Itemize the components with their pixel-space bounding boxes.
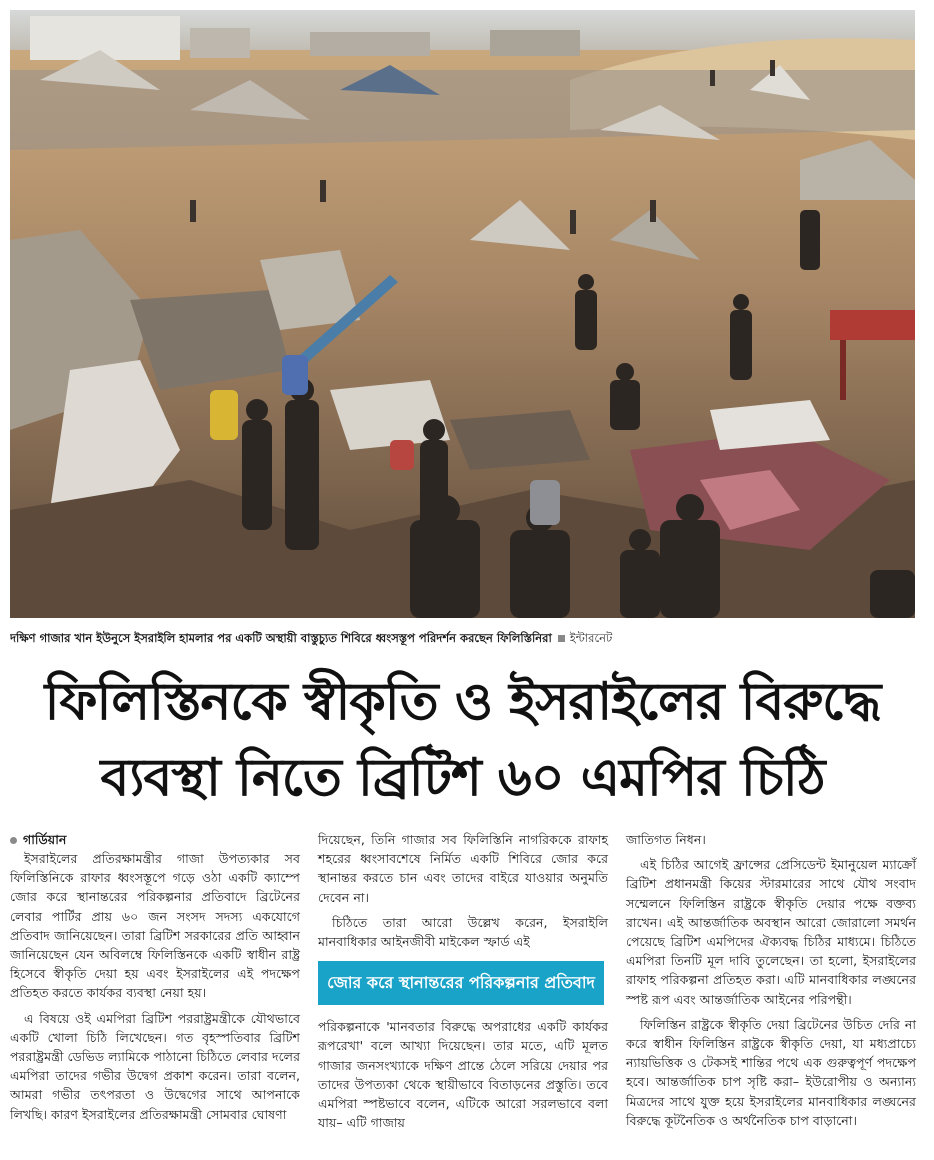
paragraph: ইসরাইলের প্রতিরক্ষামন্ত্রীর গাজা উপত্যকার সব ফিলিস্তিনিকে রাফার ধ্বংসস্তূপে গড়ে ওঠা একটি ক্যাম্পে জোর করে স্থানান্তরের পরিকল্পনার প্রতিবাদে ব্রিটেনের লেবার পার্টির প্রায় ৬০ জন সংসদ সদস্য একযোগে প্রতিবাদ জানিয়েছেন। তারা ব্রিটিশ সরকারের প্রতি আহ্বান জানিয়েছেন যেন অবিলম্বে ফিলিস্তিনকে একটি স্বাধীন রাষ্ট্র হিসেবে স্বীকৃতি দেয়া হয় এবং ইসরাইলের এই পদক্ষেপ প্রতিহত করতে কার্যকর ব্যবস্থা নেয়া হয়।: [10, 851, 300, 1001]
photo-illustration: [10, 10, 915, 618]
headline-line-2: ব্যবস্থা নিতে ব্রিটিশ ৬০ এমপির চিঠি: [100, 748, 825, 808]
paragraph: জাতিগত নিধন।: [626, 832, 706, 847]
caption-text: দক্ষিণ গাজার খান ইউনুসে ইসরাইলি হামলার পর একটি অস্থায়ী বাস্তুচ্যুত শিবিরে ধ্বংসস্তূপ পরিদর্শন করছেন ফিলিস্তিনিরা: [10, 631, 552, 645]
photo-caption: [10, 628, 915, 648]
paragraph: চিঠিতে তারা আরো উল্লেখ করেন, ইসরাইলি মানবাধিকার আইনজীবী মাইকেল স্ফার্ড এই: [318, 914, 608, 950]
byline: [10, 830, 300, 849]
paragraph: পরিকল্পনাকে 'মানবতার বিরুদ্ধে অপরাধের একটি কার্যকর রূপরেখা' বলে আখ্যা দিয়েছেন। তার মতে, এটি মূলত গাজার জনসংখ্যাকে দক্ষিণ প্রান্তে ঠেলে সরিয়ে দেয়ার পর তাদের উপত্যকা থেকে স্থায়ীভাবে বিতাড়নের প্রস্তুতি। তবে এমপিরা স্পষ্টভাবে বলেন, এটিকে আরো সরলভাবে বলা যায়– এটি গাজায়: [318, 1019, 608, 1131]
paragraph: এ বিষয়ে ওই এমপিরা ব্রিটিশ পররাষ্ট্রমন্ত্রীকে যৌথভাবে একটি খোলা চিঠি লিখেছেন। গত বৃহস্পতিবার ব্রিটিশ পররাষ্ট্রমন্ত্রী ডেভিড ল্যামিকে পাঠানো চিঠিতে লেবার দলের এমপিরা তাদের গভীর উদ্বেগ প্রকাশ করেন। তারা বলেন, আমরা গভীর তৎপরতা ও উদ্বেগের সাথে আপনাকে লিখছি। কারণ ইসরাইলের প্রতিরক্ষামন্ত্রী সোমবার ঘোষণা: [10, 1010, 300, 1122]
paragraph: ফিলিস্তিন রাষ্ট্রকে স্বীকৃতি দেয়া ব্রিটেনের উচিত দেরি না করে স্বাধীন ফিলিস্তিন রাষ্ট্রকে স্বীকৃতি দেয়া, যা মধ্যপ্রাচ্যে ন্যায়ভিত্তিক ও টেকসই শান্তির পথে এক গুরুত্বপূর্ণ পদক্ষেপ হবে। আন্তর্জাতিক চাপ সৃষ্টি করা– ইউরোপীয় ও অন্যান্য মিত্রদের সাথে যুক্ত হয়ে ইসরাইলের মানবাধিকার লঙ্ঘনের বিরুদ্ধে কূটনৈতিক ও অর্থনৈতিক চাপ বাড়ানো।: [626, 1016, 916, 1128]
photo-credit: ইন্টারনেট: [569, 631, 613, 645]
pull-quote: জোর করে স্থানান্তরের পরিকল্পনার প্রতিবাদ: [318, 961, 604, 1005]
rubble-scene-photo: [10, 10, 915, 618]
square-separator-icon: [558, 635, 565, 642]
article-column-1: [10, 830, 300, 1130]
headline-line-1: ফিলিস্তিনকে স্বীকৃতি ও ইসরাইলের বিরুদ্ধে: [44, 672, 881, 732]
bullet-dot-icon: [10, 837, 17, 844]
article-column-2: [318, 830, 608, 1138]
article-column-3: [626, 830, 916, 1136]
paragraph: দিয়েছেন, তিনি গাজার সব ফিলিস্তিনি নাগরিককে রাফাহ শহরের ধ্বংসাবশেষে নির্মিত একটি শিবিরে জোর করে স্থানান্তর করতে চান এবং তাদের বাইরে যাওয়ার অনুমতি দেবেন না।: [318, 832, 608, 905]
paragraph: এই চিঠির আগেই ফ্রান্সের প্রেসিডেন্ট ইমানুয়েল ম্যাক্রোঁ ব্রিটিশ প্রধানমন্ত্রী কিয়ের স্টারমারের সাথে যৌথ সংবাদ সম্মেলনে ফিলিস্তিন রাষ্ট্রকে স্বীকৃতি দেয়ার পক্ষে বক্তব্য রাখেন। এই আন্তর্জাতিক অবস্থান আরো জোরালো সমর্থন পেয়েছে ব্রিটিশ এমপিদের ঐক্যবদ্ধ চিঠির মাধ্যমে। চিঠিতে এমপিরা তিনটি মূল দাবি তুলেছেন। তা হলো, ইসরাইলের রাফাহ পরিকল্পনা প্রতিহত করা। এটি মানবাধিকার লঙ্ঘনের স্পষ্ট রূপ এবং আন্তর্জাতিক আইনের পরিপন্থী।: [626, 857, 916, 1007]
byline-source: গার্ডিয়ান: [23, 832, 67, 847]
